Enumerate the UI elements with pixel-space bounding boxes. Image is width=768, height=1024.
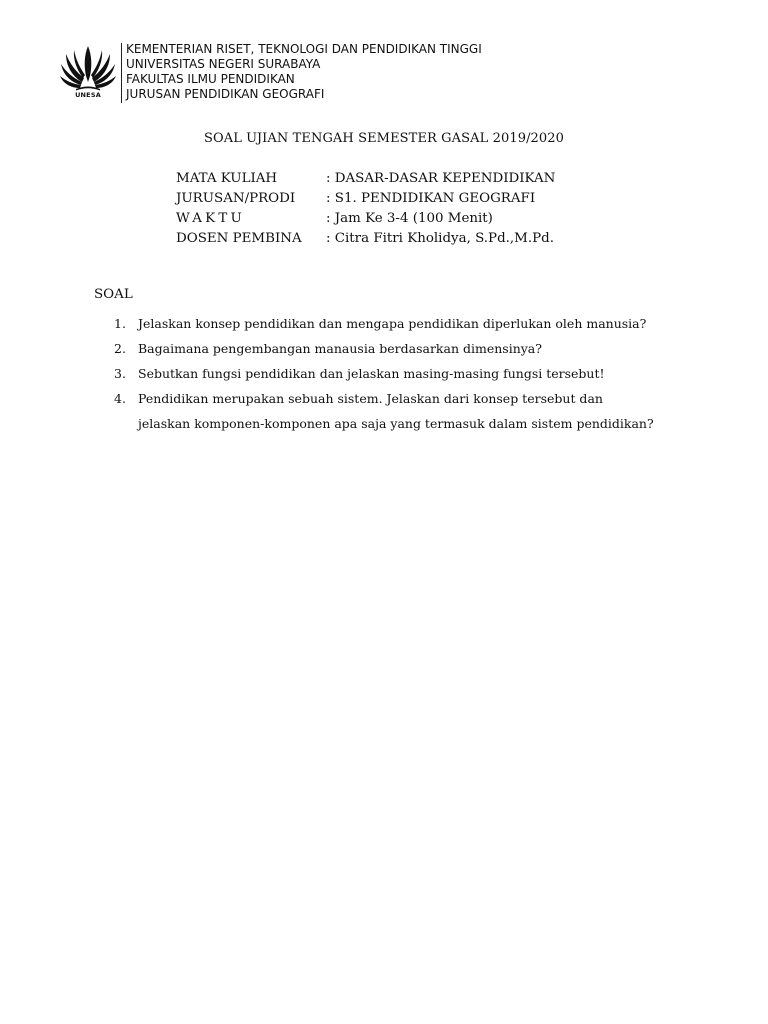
question-item <box>114 386 654 436</box>
meta-label: WAKTU <box>176 211 245 226</box>
exam-title: SOAL UJIAN TENGAH SEMESTER GASAL 2019/2020 <box>203 131 565 146</box>
question-number: 3. <box>114 366 126 381</box>
letterhead <box>60 42 580 104</box>
question-item <box>114 336 654 361</box>
question-item <box>114 311 654 336</box>
faculty-line: FAKULTAS ILMU PENDIDIKAN <box>126 72 295 86</box>
question-item <box>114 361 654 386</box>
question-text: Sebutkan fungsi pendidikan dan jelaskan masing-masing fungsi tersebut! <box>138 366 605 381</box>
question-number: 1. <box>114 316 126 331</box>
question-text: Bagaimana pengembangan manausia berdasarkan dimensinya? <box>138 341 542 356</box>
department-line: JURUSAN PENDIDIKAN GEOGRAFI <box>126 87 325 101</box>
meta-label: MATA KULIAH <box>176 171 278 186</box>
questions-heading: SOAL <box>94 287 133 302</box>
question-text: Pendidikan merupakan sebuah sistem. Jelaskan dari konsep tersebut dan jelaskan komponen-komponen apa saja yang termasuk dalam sistem pendidikan? <box>138 391 654 431</box>
meta-value: : Jam Ke 3-4 (100 Menit) <box>326 211 493 226</box>
question-text: Jelaskan konsep pendidikan dan mengapa pendidikan diperlukan oleh manusia? <box>138 316 647 331</box>
logo-caption: UNESA <box>75 91 101 99</box>
meta-value: : DASAR-DASAR KEPENDIDIKAN <box>326 171 556 186</box>
question-list <box>114 311 654 436</box>
letterhead-divider <box>121 43 122 103</box>
meta-value: : S1. PENDIDIKAN GEOGRAFI <box>326 191 536 206</box>
meta-value: : Citra Fitri Kholidya, S.Pd.,M.Pd. <box>326 231 554 246</box>
institution-lines <box>126 42 482 102</box>
unesa-logo <box>60 42 116 104</box>
university-line: UNIVERSITAS NEGERI SURABAYA <box>126 57 321 71</box>
question-number: 4. <box>114 391 126 406</box>
question-number: 2. <box>114 341 126 356</box>
ministry-line: KEMENTERIAN RISET, TEKNOLOGI DAN PENDIDIKAN TINGGI <box>126 42 482 56</box>
meta-label: DOSEN PEMBINA <box>176 231 302 246</box>
meta-label: JURUSAN/PRODI <box>176 191 296 206</box>
